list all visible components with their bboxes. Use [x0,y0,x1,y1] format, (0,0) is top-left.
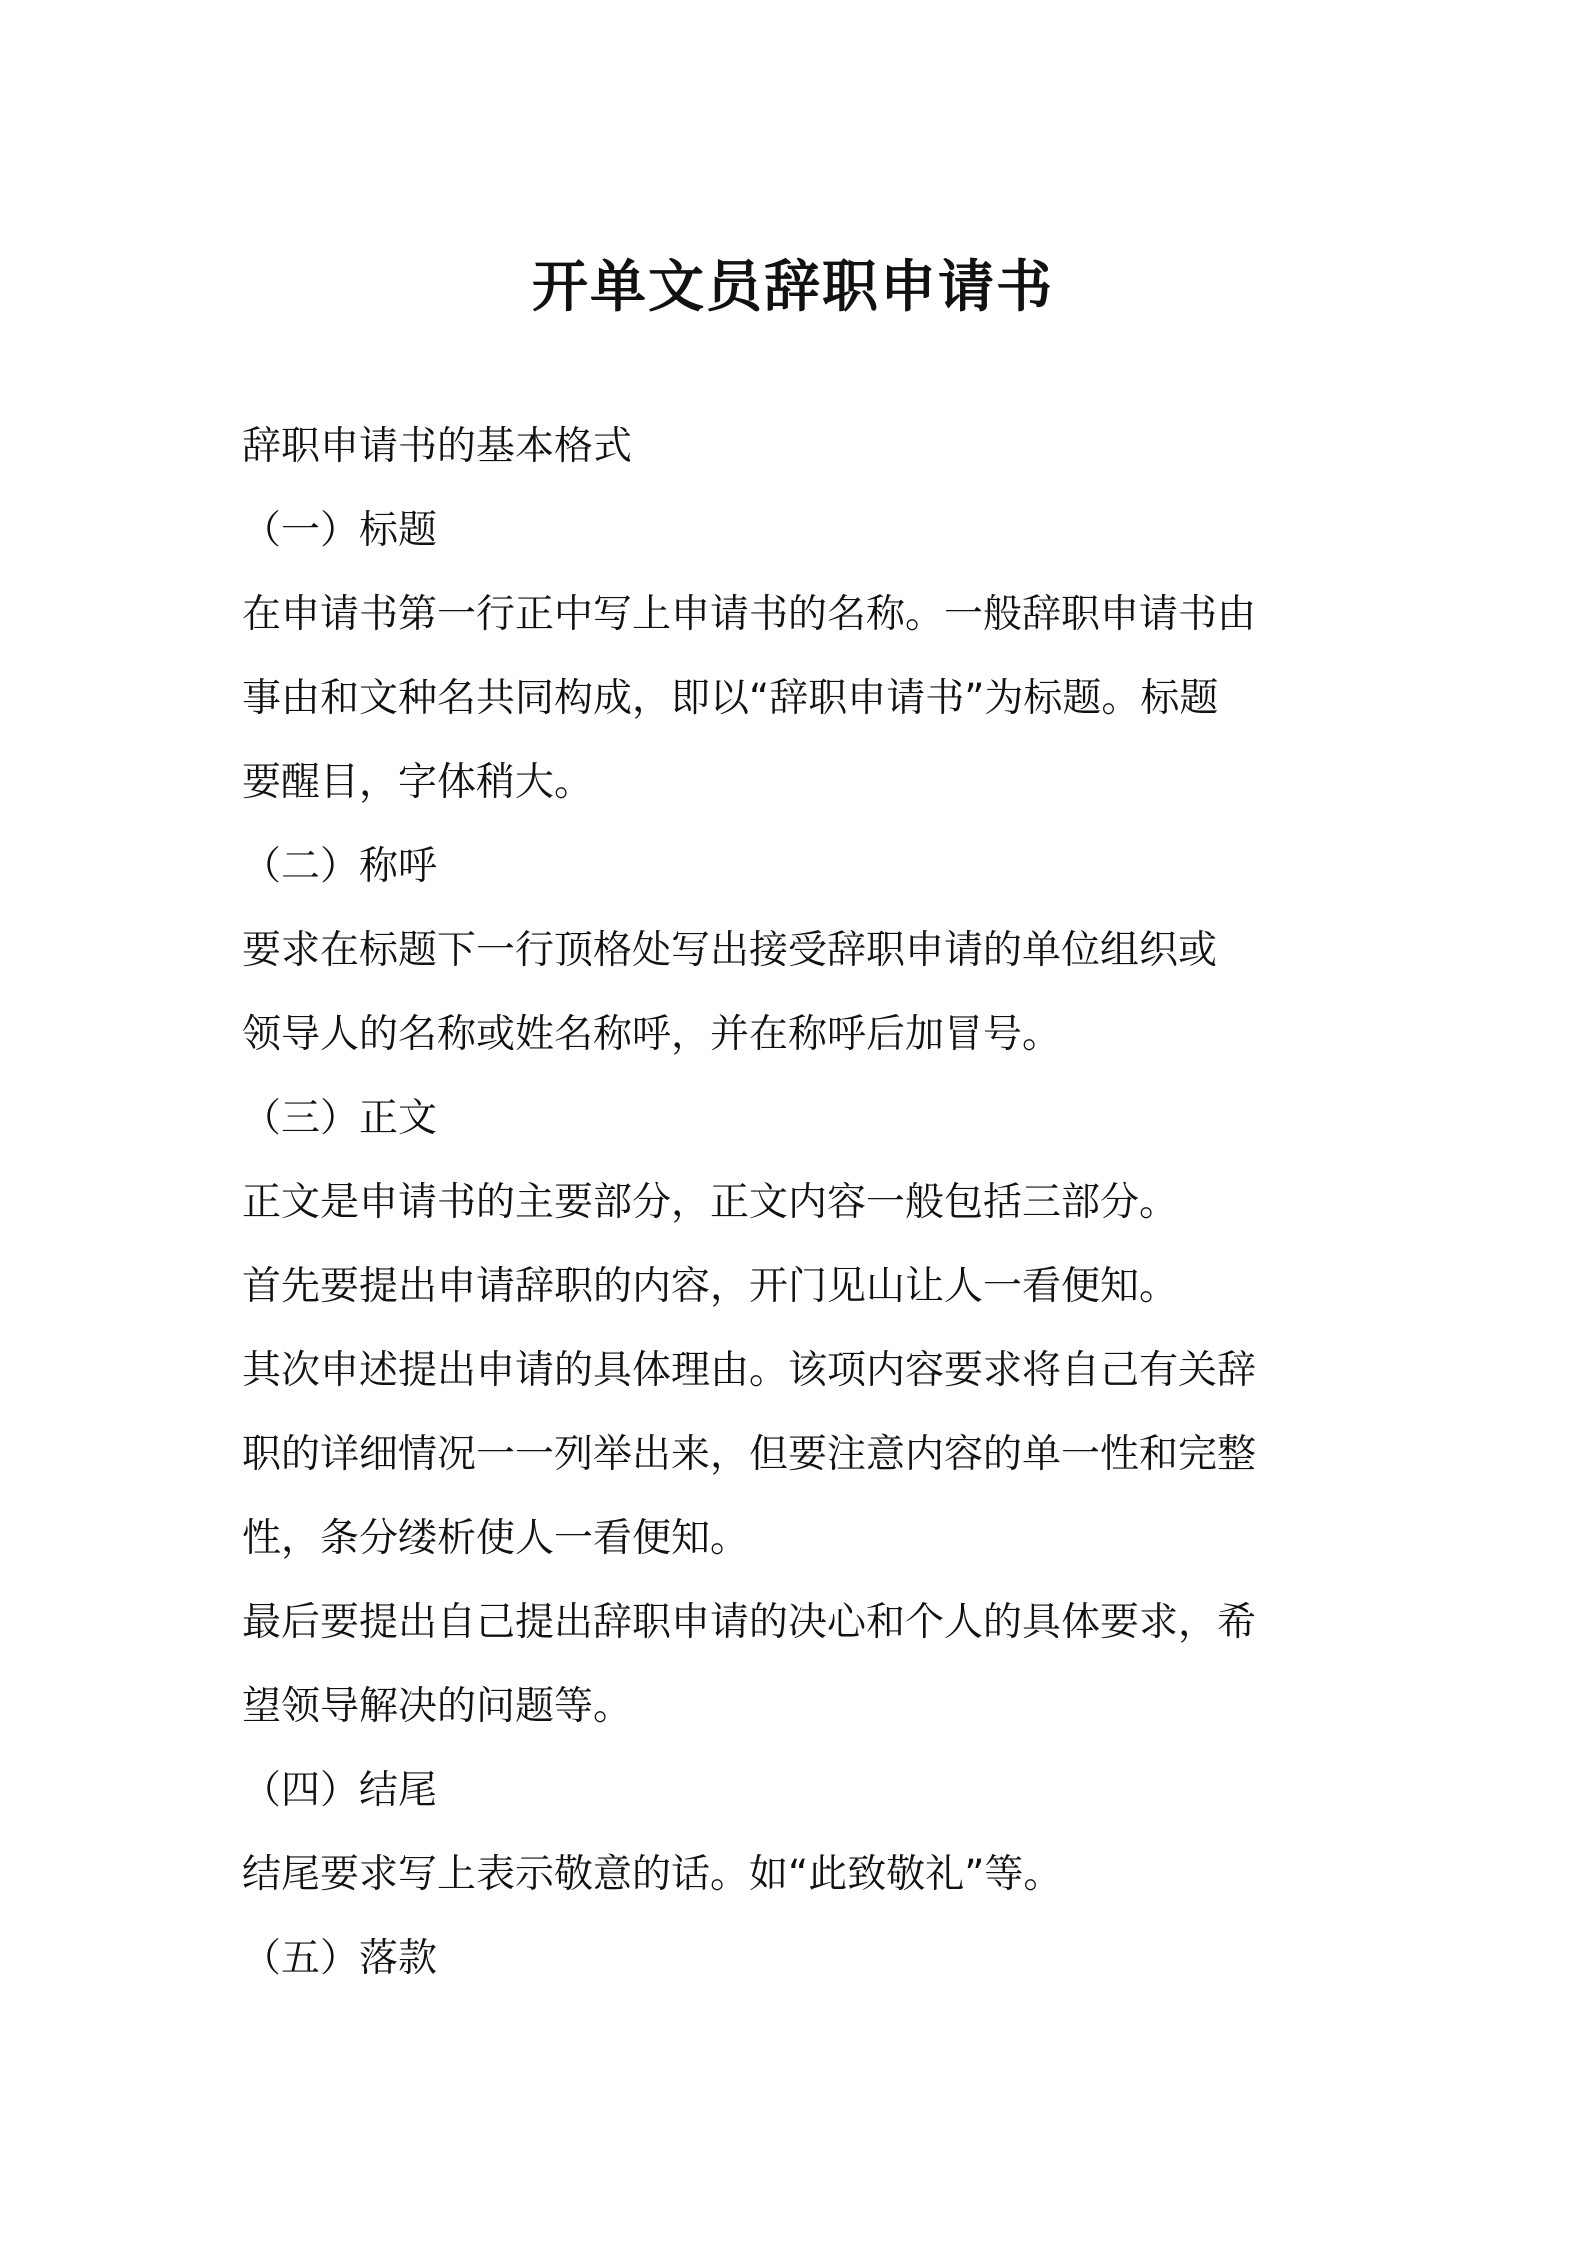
paragraph-line: 最后要提出自己提出辞职申请的决心和个人的具体要求，希 [242,1600,1257,1645]
paragraph-line: 在申请书第一行正中写上申请书的名称。一般辞职申请书由 [242,592,1257,637]
document-body [242,405,1357,2001]
paragraph-line: 性，条分缕析使人一看便知。 [242,1516,750,1561]
paragraph-line: 领导人的名称或姓名称呼，并在称呼后加冒号。 [242,1012,1062,1057]
paragraph-line: 正文是申请书的主要部分，正文内容一般包括三部分。 [242,1180,1179,1225]
section-heading-signature: （五）落款 [242,1936,438,1981]
section-heading-closing: （四）结尾 [242,1768,438,1813]
paragraph-line: 事由和文种名共同构成，即以“辞职申请书”为标题。标题 [242,676,1219,721]
section-heading-body: （三）正文 [242,1096,438,1141]
paragraph-line: 结尾要求写上表示敬意的话。如“此致敬礼”等。 [242,1852,1063,1897]
paragraph-line: 其次申述提出申请的具体理由。该项内容要求将自己有关辞 [242,1348,1257,1393]
paragraph-line: 首先要提出申请辞职的内容，开门见山让人一看便知。 [242,1264,1179,1309]
paragraph-line: 望领导解决的问题等。 [242,1684,633,1729]
document-title: 开单文员辞职申请书 [532,255,1054,320]
section-heading-title: （一）标题 [242,508,438,553]
section-heading-salutation: （二）称呼 [242,844,438,889]
paragraph-line: 要醒目，字体稍大。 [242,760,594,805]
subtitle-basic-format: 辞职申请书的基本格式 [242,424,633,469]
paragraph-line: 职的详细情况一一列举出来，但要注意内容的单一性和完整 [242,1432,1257,1477]
paragraph-line: 要求在标题下一行顶格处写出接受辞职申请的单位组织或 [242,928,1218,973]
